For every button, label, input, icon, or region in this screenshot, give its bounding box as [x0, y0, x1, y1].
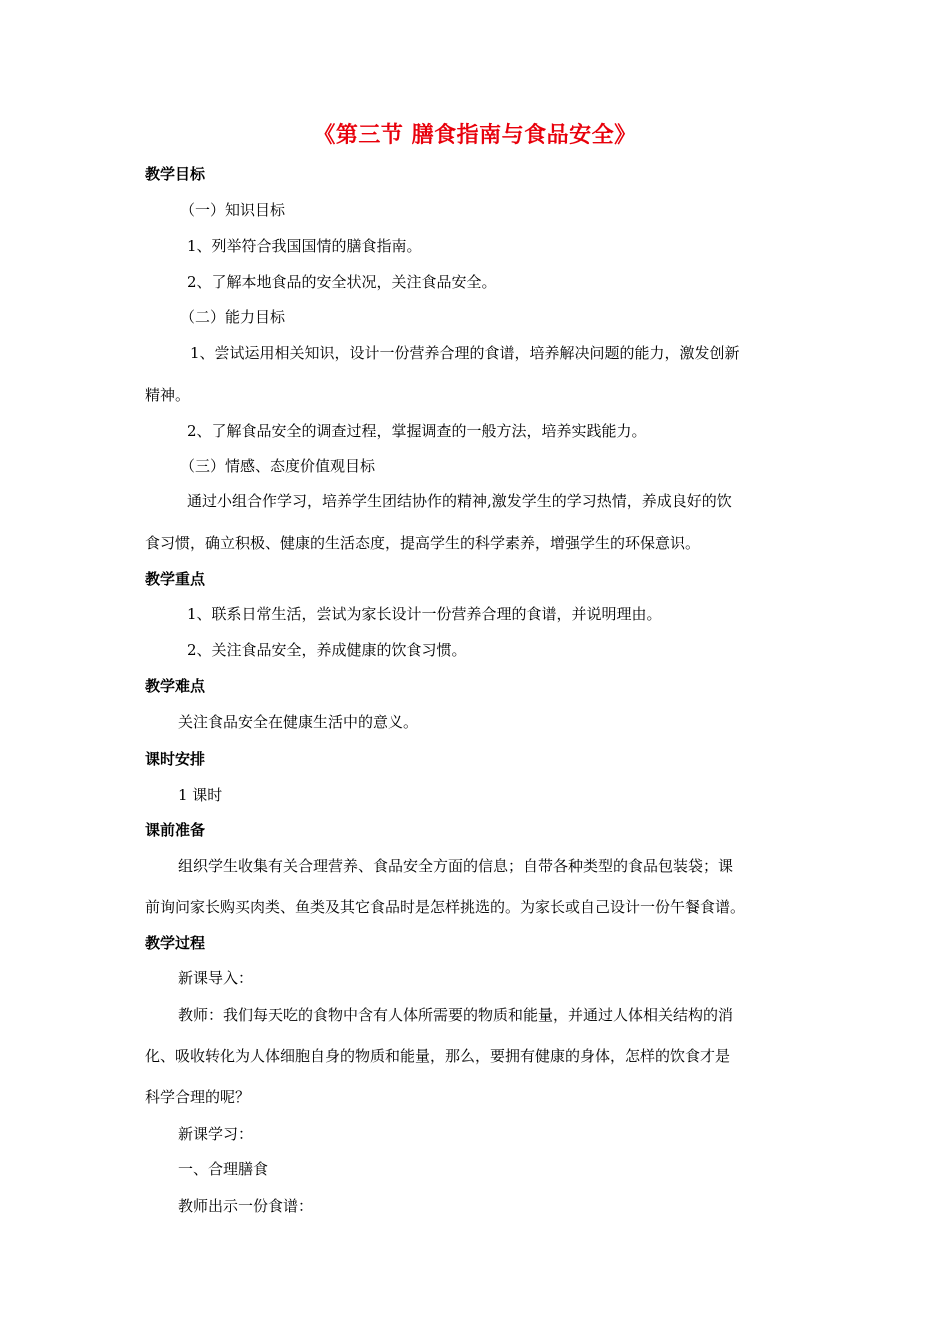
ability-item-2: 2、了解食品安全的调查过程，掌握调查的一般方法，培养实践能力。 — [187, 422, 647, 440]
key-point-2: 2、关注食品安全，养成健康的饮食习惯。 — [187, 641, 467, 659]
knowledge-item-2: 2、了解本地食品的安全状况，关注食品安全。 — [187, 273, 497, 291]
schedule-heading: 课时安排 — [145, 750, 206, 768]
process-heading: 教学过程 — [145, 934, 206, 952]
ability-heading: （二）能力目标 — [180, 308, 286, 326]
ability-item-1-line-2: 精神。 — [145, 386, 191, 404]
preparation-line-2: 前询问家长购买肉类、鱼类及其它食品时是怎样挑选的。为家长或自己设计一份午餐食谱。 — [145, 898, 746, 916]
emotion-paragraph-line-1: 通过小组合作学习，培养学生团结协作的精神,激发学生的学习热情，养成良好的饮 — [187, 492, 732, 510]
knowledge-heading: （一）知识目标 — [180, 201, 286, 219]
preparation-line-1: 组织学生收集有关合理营养、食品安全方面的信息；自带各种类型的食品包装袋；课 — [178, 857, 734, 875]
new-lesson-label: 新课学习： — [178, 1125, 254, 1143]
difficulty-item: 关注食品安全在健康生活中的意义。 — [178, 713, 419, 731]
key-point-1: 1、联系日常生活，尝试为家长设计一份营养合理的食谱，并说明理由。 — [187, 605, 662, 623]
intro-paragraph-line-1: 教师：我们每天吃的食物中含有人体所需要的物质和能量，并通过人体相关结构的消 — [178, 1006, 734, 1024]
intro-paragraph-line-2: 化、吸收转化为人体细胞自身的物质和能量，那么，要拥有健康的身体，怎样的饮食才是 — [145, 1047, 731, 1065]
preparation-heading: 课前准备 — [145, 821, 206, 839]
key-points-heading: 教学重点 — [145, 570, 206, 588]
emotion-heading: （三）情感、态度价值观目标 — [180, 457, 376, 475]
intro-paragraph-line-3: 科学合理的呢？ — [145, 1088, 251, 1106]
emotion-paragraph-line-2: 食习惯，确立积极、健康的生活态度，提高学生的科学素养，增强学生的环保意识。 — [145, 534, 701, 552]
difficulty-heading: 教学难点 — [145, 677, 206, 695]
objectives-heading: 教学目标 — [145, 165, 206, 183]
schedule-item: 1 课时 — [178, 786, 223, 804]
part-1-heading: 一、合理膳食 — [178, 1160, 269, 1178]
document-title: 《第三节 膳食指南与食品安全》 — [313, 122, 637, 148]
knowledge-item-1: 1、列举符合我国国情的膳食指南。 — [187, 237, 422, 255]
part-1-line-1: 教师出示一份食谱： — [178, 1197, 314, 1215]
intro-label: 新课导入： — [178, 969, 254, 987]
ability-item-1-line-1: 1、尝试运用相关知识，设计一份营养合理的食谱，培养解决问题的能力，激发创新 — [190, 344, 740, 362]
